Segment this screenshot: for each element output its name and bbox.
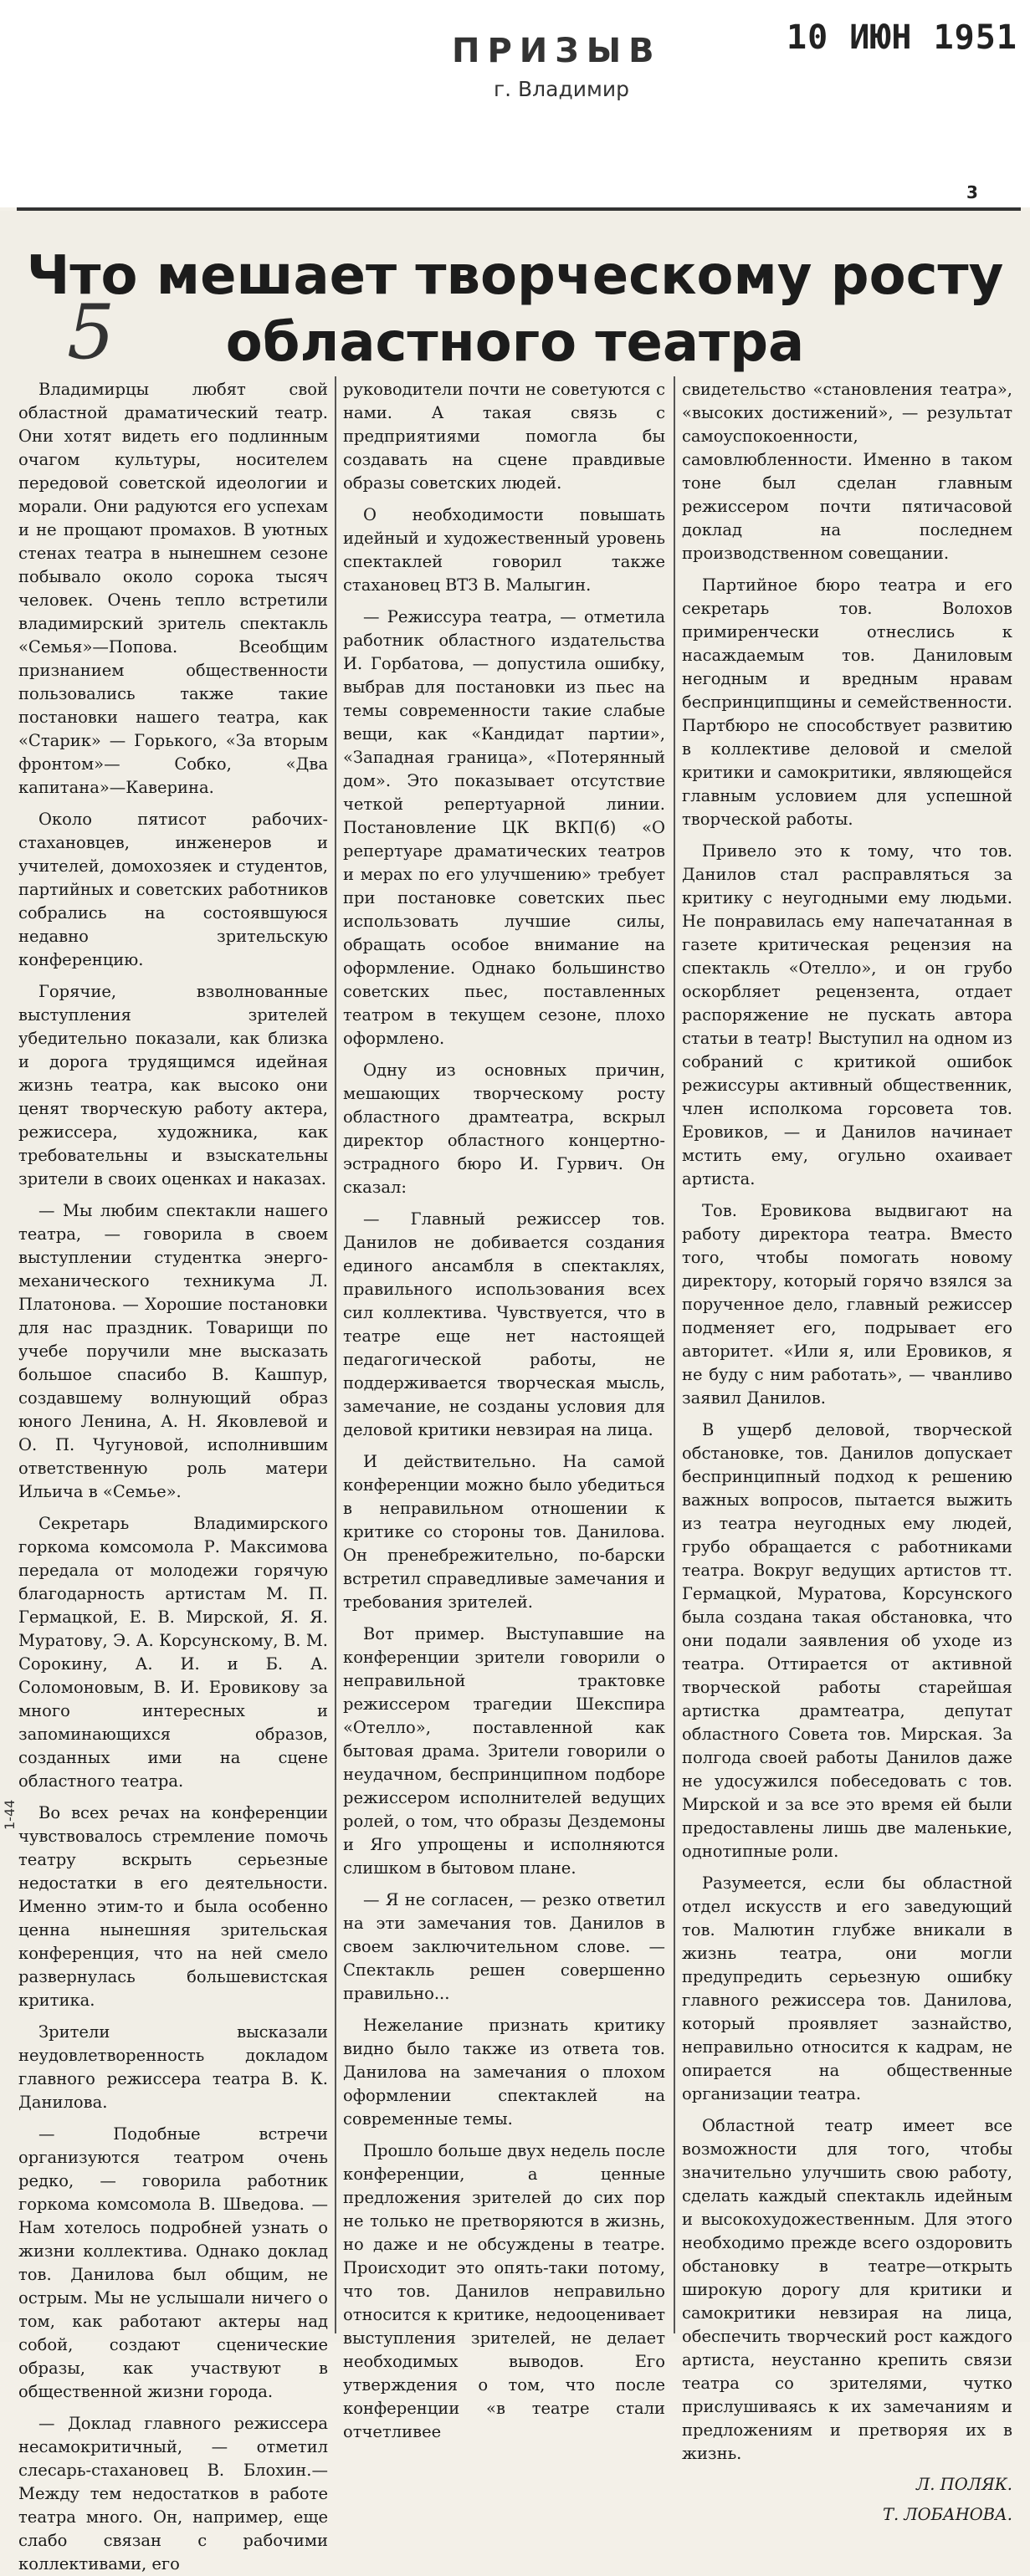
handwritten-mark: 5: [67, 289, 115, 376]
article-headline: [15, 243, 1015, 376]
paragraph: О необходимости повышать идейный и художественный уровень спектаклей говорил также стахановец ВТЗ В. Малыгин.: [343, 505, 665, 595]
paragraph: Зрители высказали неудовлетворенность докладом главного режиссера театра В. К. Данилова.: [18, 2022, 328, 2112]
paragraph: Вот пример. Выступавшие на конференции зрители говорили о неправильной трактовке режиссером трагедии Шекспира «Отелло», поставленной как бытовая драма. Зрители говорили о неудачном, беспринципном подборе режиссером исполнителей ведущих ролей, о том, что образы Дездемоны и Яго упрощены и исполняются слишком в бытовом плане.: [343, 1624, 665, 1878]
paragraph: Нежелание признать критику видно было также из ответа тов. Данилова на замечания о плохом оформлении спектаклей на современные темы.: [343, 2016, 665, 2129]
date-stamp: 10 ИЮН 1951: [787, 18, 1017, 57]
paragraph: руководители почти не советуются с нами. А такая связь с предприятиями помогла бы создавать на сцене правдивые образы советских людей.: [343, 380, 665, 493]
paragraph: Тов. Еровикова выдвигают на работу директора театра. Вместо того, чтобы помогать новому директору, который горячо взялся за порученное дело, главный режиссер подменяет его, подрывает его авторитет. «Или я, или Еровиков, я не буду с ним работать», — чванливо заявил Данилов.: [682, 1201, 1012, 1408]
paragraph: Разумеется, если бы областной отдел искусств и его заведующий тов. Малютин глубже вникали в жизнь театра, они могли предупредить серьезную ошибку главного режиссера тов. Данилова, который проявляет зазнайство, неправильно относится к кадрам, не опирается на общественные организации театра.: [682, 1873, 1012, 2103]
paragraph: Прошло больше двух недель после конференции, а ценные предложения зрителей до сих пор не только не претворяются в жизнь, но даже и не обсуждены в театре. Происходит это опять-таки потому, что тов. Данилов неправильно относится к критике, недооценивает выступления зрителей, не делает необходимых выводов. Его утверждения о том, что после конференции «в театре стали отчетливее: [343, 2141, 665, 2441]
paragraph: Во всех речах на конференции чувствовалось стремление помочь театру вскрыть серьезные недостатки в его деятельности. Именно этим-то и была особенно ценна нынешняя зрительская конференция, что на ней смело развернулась большевистская критика.: [18, 1803, 328, 2010]
article-column-1: [18, 378, 328, 2573]
paragraph: В ущерб деловой, творческой обстановке, тов. Данилов допускает беспринципный подход к решению важных вопросов, пытается выжить из театра неугодных ему людей, грубо обращается с работниками театра. Вокруг ведущих артистов тт. Гермацкой, Муратова, Корсунского была создана такая обстановка, что они подали заявления об уходе из театра. Оттирается от активной творческой работы старейшая артистка драмтеатра, депутат областного Совета тов. Мирская. За полгода своей работы Данилов даже не удосужился побеседовать с тов. Мирской и за все это время ей были предоставлены лишь две маленькие, однотипные роли.: [682, 1420, 1012, 1861]
headline-line-2: областного театра: [225, 312, 805, 374]
paragraph: Привело это к тому, что тов. Данилов стал расправляться за критику с неугодными ему людьми. Не понравилась ему напечатанная в газете критическая рецензия на спектакль «Отелло», и он грубо оскорбляет рецензента, отдает распоряжение не пускать автора статьи в театр! Выступил на одном из собраний с критикой ошибок режиссуры активный общественник, член исполкома горсовета тов. Еровиков, — и Данилов начинает мстить ему, огульно охаивает артиста.: [682, 841, 1012, 1188]
headline-line-1: Что мешает творческому росту: [26, 245, 1004, 307]
paragraph: И действительно. На самой конференции можно было убедиться в неправильном отношении к критике со стороны тов. Данилова. Он пренебрежительно, по-барски встретил справедливые замечания и требования зрителей.: [343, 1452, 665, 1612]
paragraph: Владимирцы любят свой областной драматический театр. Они хотят видеть его подлинным очагом культуры, носителем передовой советской идеологии и морали. Они радуются его успехам и не прощают промахов. В уютных стенах театра в нынешнем сезоне побывало около сорока тысяч человек. Очень тепло встретили владимирский зритель спектакль «Семья»—Попова. Всеобщим признанием общественности пользовались также такие постановки нашего театра, как «Старик» — Горького, «За вторым фронтом»— Собко, «Два капитана»—Каверина.: [18, 380, 328, 797]
paragraph: Около пятисот рабочих-стахановцев, инженеров и учителей, домохозяек и студентов, партийных и советских работников собрались на состоявшуюся недавно зрительскую конференцию.: [18, 810, 328, 969]
paragraph: — Подобные встречи организуются театром очень редко, — говорила работник горкома комсомола В. Шведова. — Нам хотелось подробней узнать о жизни коллектива. Однако доклад тов. Данилова был общим, не острым. Мы не услышали ничего о том, как работают актеры над собой, создают сценические образы, как участвуют в общественной жизни города.: [18, 2124, 328, 2401]
newspaper-city: г. Владимир: [494, 77, 629, 101]
paragraph: Горячие, взволнованные выступления зрителей убедительно показали, как близка и дорога трудящимся идейная жизнь театра, как высоко они ценят творческую работу актера, режиссера, художника, как требовательны и взыскательны зрители в своих оценках и наказах.: [18, 982, 328, 1188]
newspaper-name: ПРИЗЫВ: [452, 32, 662, 70]
column-divider: [674, 376, 675, 2333]
author-signature-1: Л. ПОЛЯК.: [916, 2475, 1012, 2494]
paragraph: свидетельство «становления театра», «высоких достижений», — результат самоуспокоенности, самовлюбленности. Именно в таком тоне был сделан главным режиссером почти пятичасовой доклад на последнем производственном совещании.: [682, 380, 1012, 563]
paragraph: Одну из основных причин, мешающих творческому росту областного драмтеатра, вскрыл директор областного концертно-эстрадного бюро И. Гурвич. Он сказал:: [343, 1061, 665, 1197]
clipping-header: [0, 0, 1030, 207]
paragraph: Секретарь Владимирского горкома комсомола Р. Максимова передала от молодежи горячую благодарность артистам М. П. Гермацкой, Е. В. Мирской, Я. Я. Муратову, Э. А. Корсунскому, В. М. Сорокину, А. И. и Б. А. Соломоновым, В. И. Еровикову за много интересных и запоминающихся образов, созданных ими на сцене областного театра.: [18, 1514, 328, 1791]
paragraph: — Мы любим спектакли нашего театра, — говорила в своем выступлении студентка энерго-механического техникума Л. Платонова. — Хорошие постановки для нас праздник. Товарищи по учебе поручили мне высказать большое спасибо В. Кашпур, создавшему волнующий образ юного Ленина, А. Н. Яковлевой и О. П. Чугуновой, исполнившим ответственную роль матери Ильича в «Семье».: [18, 1201, 328, 1501]
paragraph: Партийное бюро театра и его секретарь тов. Волохов примиренчески отнеслись к насаждаемым тов. Даниловым негодным и вредным нравам беспринципщины и семейственности. Партбюро не способствует развитию в коллективе деловой и смелой критики и самокритики, являющейся главным условием для успешной творческой работы.: [682, 575, 1012, 829]
paragraph: — Я не согласен, — резко ответил на эти замечания тов. Данилов в своем заключительном слове. — Спектакль решен совершенно правильно...: [343, 1890, 665, 2003]
article-column-2: [343, 378, 665, 2441]
paragraph: — Режиссура театра, — отметила работник областного издательства И. Горбатова, — допустила ошибку, выбрав для постановки из пьес на темы современности такие слабые вещи, как «Кандидат партии», «Западная граница», «Потерянный дом». Это показывает отсутствие четкой репертуарной линии. Постановление ЦК ВКП(б) «О репертуаре драматических театров и мерах по его улучшению» требует при постановке советских пьес использовать лучшие силы, обращать особое внимание на оформление. Однако большинство советских пьес, поставленных театром в текущем сезоне, плохо оформлено.: [343, 607, 665, 1048]
paragraph: — Доклад главного режиссера несамокритичный, — отметил слесарь-стахановец В. Блохин.—Между тем недостатков в работе театра много. Он, например, еще слабо связан с рабочими коллективами, его: [18, 2414, 328, 2573]
page-number: 3: [966, 182, 978, 202]
paragraph: Областной театр имеет все возможности для того, чтобы значительно улучшить свою работу, сделать каждый спектакль идейным и высокохудожественным. Для этого необходимо прежде всего оздоровить обстановку в театре—открыть широкую дорогу для критики и самокритики невзирая на лица, обеспечить творческий рост каждого артиста, неустанно крепить связи театра со зрителями, чутко прислушиваясь к их замечаниям и предложениям и претворяя их в жизнь.: [682, 2116, 1012, 2463]
article-column-3: [682, 378, 1012, 2524]
author-signature-2: Т. ЛОБАНОВА.: [882, 2505, 1012, 2524]
paragraph: — Главный режиссер тов. Данилов не добивается создания единого ансамбля в спектаклях, правильного использования всех сил коллектива. Чувствуется, что в театре еще нет настоящей педагогической работы, не поддерживается творческая мысль, замечание, не созданы условия для деловой критики невзирая на лица.: [343, 1209, 665, 1439]
column-divider: [335, 376, 336, 2333]
side-mark: 1-44: [2, 1799, 18, 1830]
